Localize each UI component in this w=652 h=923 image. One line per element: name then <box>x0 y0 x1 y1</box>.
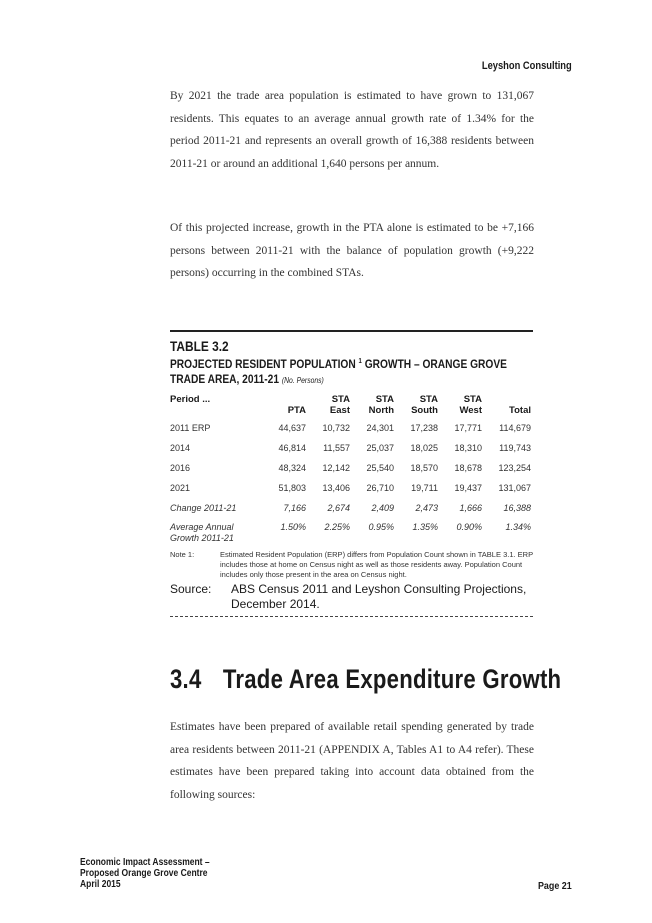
col-sta-south: STA South <box>411 394 438 416</box>
cell-pta: 51,803 <box>278 483 306 493</box>
cell-north: 25,540 <box>366 463 394 473</box>
table-note <box>170 550 533 580</box>
cell-south: 2,473 <box>415 503 438 513</box>
footer-line-1: Economic Impact Assessment – <box>80 857 210 868</box>
col-pta: PTA <box>287 405 306 416</box>
table-subtitle-part2: GROWTH – ORANGE GROVE TRADE AREA, 2011-21 <box>170 357 507 386</box>
cell-pta: 48,324 <box>278 463 306 473</box>
cell-east: 10,732 <box>322 423 350 433</box>
col-total: Total <box>509 405 531 416</box>
table-row <box>170 498 533 518</box>
cell-east: 2.25% <box>324 522 350 532</box>
cell-west: 0.90% <box>456 522 482 532</box>
table-row <box>170 518 533 544</box>
table-subtitle-part1: PROJECTED RESIDENT POPULATION <box>170 357 356 371</box>
table-title: TABLE 3.2 <box>170 338 229 354</box>
cell-south: 19,711 <box>411 483 438 493</box>
table-bottom-rule <box>170 616 533 617</box>
col-sta-west: STA West <box>459 394 482 416</box>
cell-west: 18,310 <box>454 443 482 453</box>
table-row <box>170 438 533 458</box>
col-sta-east: STA East <box>329 394 350 416</box>
cell-period: 2021 <box>170 483 191 493</box>
cell-period: 2014 <box>170 443 191 453</box>
section-heading <box>170 664 561 695</box>
paragraph-expenditure: Estimates have been prepared of available retail spending generated by trade area residents between 2011-21 (APPENDIX A, Tables A1 to A4 refer). These estimates have been prepared taking into account data obtained from the following sources: <box>170 721 534 801</box>
cell-north: 24,301 <box>366 423 394 433</box>
table-subtitle <box>170 354 527 388</box>
section-number: 3.4 <box>170 664 202 694</box>
cell-total: 131,067 <box>498 483 531 493</box>
cell-pta: 44,637 <box>278 423 306 433</box>
cell-total: 123,254 <box>498 463 531 473</box>
cell-east: 2,674 <box>327 503 350 513</box>
section-title: Trade Area Expenditure Growth <box>222 664 562 694</box>
note-label: Note 1: <box>170 550 195 559</box>
table-unit: (No. Persons) <box>281 376 324 385</box>
cell-west: 18,678 <box>454 463 482 473</box>
cell-south: 1.35% <box>412 522 438 532</box>
table-row <box>170 458 533 478</box>
table-3-2 <box>170 330 533 617</box>
footer-line-2: Proposed Orange Grove Centre <box>80 868 208 879</box>
table-top-rule <box>170 330 533 332</box>
page-number: Page 21 <box>538 880 572 892</box>
header-company: Leyshon Consulting <box>482 60 572 72</box>
cell-pta: 1.50% <box>280 522 306 532</box>
cell-period: 2016 <box>170 463 191 473</box>
cell-north: 25,037 <box>366 443 394 453</box>
cell-east: 13,406 <box>322 483 350 493</box>
table-source <box>170 582 533 612</box>
cell-pta: 46,814 <box>278 443 306 453</box>
cell-period: Average Annual Growth 2011-21 <box>170 522 234 543</box>
cell-period: 2011 ERP <box>170 423 211 433</box>
cell-south: 17,238 <box>410 423 438 433</box>
cell-north: 2,409 <box>371 503 394 513</box>
footer-line-3: April 2015 <box>80 879 121 890</box>
col-period: Period ... <box>170 394 211 405</box>
cell-east: 12,142 <box>322 463 350 473</box>
paragraph-pta-growth: Of this projected increase, growth in the PTA alone is estimated to be +7,166 persons between 2011-21 with the balance of population growth (+9,222 persons) occurring in the combined STAs. <box>170 222 534 279</box>
cell-total: 16,388 <box>503 503 531 513</box>
note-text: Estimated Resident Population (ERP) differs from Population Count shown in TABLE 3.1. ERP includes those at home on Census night as well as those residents away. Population Count includes only those present in the area on Census night. <box>220 550 533 579</box>
table-footnote-mark: 1 <box>358 358 362 365</box>
cell-north: 0.95% <box>368 522 394 532</box>
cell-period: Change 2011-21 <box>170 503 237 513</box>
cell-total: 114,679 <box>499 423 531 433</box>
source-text: ABS Census 2011 and Leyshon Consulting Projections, December 2014. <box>231 582 527 611</box>
cell-north: 26,710 <box>366 483 394 493</box>
table-header-row <box>170 394 533 418</box>
table-row <box>170 478 533 498</box>
paragraph-population-growth: By 2021 the trade area population is estimated to have grown to 131,067 residents. This equates to an average annual growth rate of 1.34% for the period 2011-21 and represents an overall growth of 16,388 residents between 2011-21 or around an additional 1,640 persons per annum. <box>170 90 534 170</box>
cell-west: 1,666 <box>459 503 482 513</box>
cell-total: 1.34% <box>505 522 531 532</box>
cell-south: 18,570 <box>410 463 438 473</box>
cell-west: 19,437 <box>454 483 482 493</box>
footer-document-info <box>80 857 210 890</box>
cell-east: 11,557 <box>323 443 350 453</box>
cell-south: 18,025 <box>410 443 438 453</box>
cell-west: 17,771 <box>454 423 482 433</box>
col-sta-north: STA North <box>368 394 394 416</box>
source-label: Source: <box>170 582 212 596</box>
table-row <box>170 418 533 438</box>
population-table <box>170 394 533 544</box>
cell-total: 119,743 <box>499 443 531 453</box>
cell-pta: 7,166 <box>283 503 306 513</box>
